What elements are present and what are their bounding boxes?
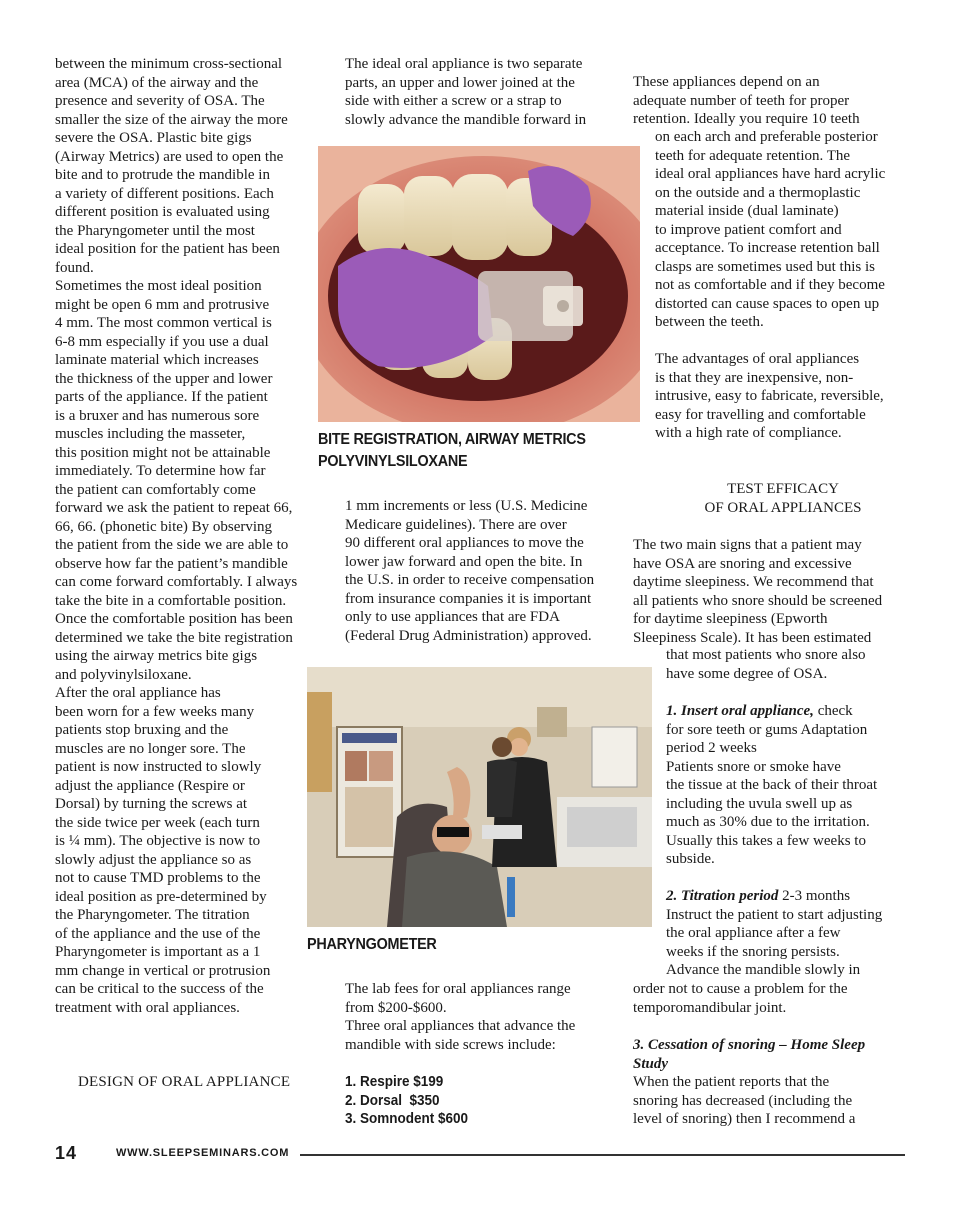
col3-paragraph-1b-text: on each arch and preferable posterior teeth for adequate retention. The ideal oral appliances have hard acrylic on the outside and a thermoplastic material inside (dual laminate) to improve patient comfort and acceptance. To increase retention ball clasps are sometimes used but this is not as comfortable and if they become distorted can cause spaces to open up between the teeth. bbox=[655, 129, 886, 330]
bite-registration-photo bbox=[318, 146, 640, 422]
step-2-title: 2. Titration period bbox=[666, 888, 779, 904]
col1-paragraph-2: Sometimes the most ideal position might be open 6 mm and protrusive 4 mm. The most common vertical is 6-8 mm especially if you use a dual laminate material which increases the thickness of the upper and lower parts of the appliance. If the patient is a bruxer and has numerous sore muscles including the masseter, this position might not be attainable immediately. To determine how far the patient can comfortably come forward we ask the patient to repeat 66, 66, 66. (phonetic bite) By observing the patient from the side we are able to observe how far the patient’s mandible can come forward comfortably. I always take the bite in a comfortable position. Once the comfortable position has been determined we take the bite registration using the airway metrics bite gigs and polyvinylsiloxane. bbox=[55, 278, 298, 683]
col2-paragraph-2-text: 1 mm increments or less (U.S. Medicine Medicare guidelines). There are over 90 different oral appliances to move the lower jaw forward and open the bite. In the U.S. in order to receive compensation from insurance companies it is important only to use appliances that are FDA (Federal Drug Administration) approved. bbox=[345, 498, 595, 644]
col2-paragraph-2 bbox=[345, 497, 645, 645]
step-3-title: 3. Cessation of snoring – Home Sleep Study bbox=[633, 1037, 866, 1072]
page-number: 14 bbox=[55, 1143, 78, 1163]
col3-paragraph-1b bbox=[655, 128, 915, 332]
step-2-tail bbox=[633, 980, 923, 1017]
col3-paragraph-1a bbox=[633, 73, 913, 129]
col3-paragraph-3b-text: that most patients who snore also have some degree of OSA. bbox=[666, 647, 866, 682]
col2-paragraph-1-text: The ideal oral appliance is two separate parts, an upper and lower joined at the side with either a screw or a strap to slowly advance the mandible forward in bbox=[345, 56, 587, 128]
footer-divider bbox=[300, 1154, 905, 1156]
footer-url[interactable]: WWW.SLEEPSEMINARS.COM bbox=[116, 1147, 290, 1159]
design-heading: DESIGN OF ORAL APPLIANCE bbox=[78, 1074, 291, 1090]
appliance-list-item: 3. Somnodent $600 bbox=[345, 1110, 469, 1127]
step-1 bbox=[666, 702, 926, 869]
appliance-list-item: 1. Respire $199 bbox=[345, 1073, 444, 1090]
col2-paragraph-3-text: The lab fees for oral appliances range from $200-$600. Three oral appliances that advance the mandible with side screws include: bbox=[345, 981, 576, 1053]
bite-registration-caption: BITE REGISTRATION, AIRWAY METRICS POLYVINYLSILOXANE bbox=[318, 431, 586, 470]
pharyngometer-photo bbox=[307, 667, 652, 927]
col3-paragraph-2-text: The advantages of oral appliances is that they are inexpensive, non- intrusive, easy to fabricate, reversible, easy for travelling and comfortable with a high rate of compliance. bbox=[655, 351, 884, 441]
pharyngometer-caption: PHARYNGOMETER bbox=[307, 936, 437, 953]
column-1 bbox=[55, 55, 320, 1017]
col2-paragraph-1 bbox=[345, 55, 645, 129]
step-3-text bbox=[633, 1073, 923, 1129]
bite-registration-image bbox=[318, 146, 640, 422]
step-1-text: check for sore teeth or gums Adaptation period 2 weeks Patients snore or smoke have the tissue at the back of their throat including the uvula swell up as much as 30% due to the irritation. Usually this takes a few weeks to subside. bbox=[666, 703, 878, 867]
col3-paragraph-3a bbox=[633, 536, 923, 647]
test-efficacy-heading: TEST EFFICACY OF ORAL APPLIANCES bbox=[704, 481, 862, 516]
col3-paragraph-1a-text: These appliances depend on an adequate number of teeth for proper retention. Ideally you require 10 teeth bbox=[633, 74, 860, 127]
step-3-text-body: When the patient reports that the snoring has decreased (including the level of snoring) then I recommend a bbox=[633, 1074, 856, 1127]
step-2 bbox=[666, 887, 926, 980]
pharyngometer-image bbox=[307, 667, 652, 927]
col2-paragraph-3 bbox=[345, 980, 645, 1054]
col3-paragraph-3a-text: The two main signs that a patient may have OSA are snoring and excessive daytime sleepiness. We recommend that all patients who snore should be screened for daytime sleepiness (Epworth Sleepiness Scale). It has been estimated bbox=[633, 537, 883, 646]
appliance-list-item: 2. Dorsal $350 bbox=[345, 1091, 440, 1109]
col3-paragraph-3b bbox=[666, 646, 926, 683]
col3-paragraph-2 bbox=[655, 350, 915, 443]
step-2-tail-text: order not to cause a problem for the temporomandibular joint. bbox=[633, 981, 848, 1016]
col1-paragraph-1: between the minimum cross-sectional area (MCA) of the airway and the presence and severity of OSA. The smaller the size of the airway the more severe the OSA. Plastic bite gigs (Airway Metrics) are used to open the bite and to protrude the mandible in a variety of different positions. Each different position is evaluated using the Pharyngometer until the most ideal position for the patient has been found. bbox=[55, 56, 288, 276]
col1-paragraph-3: After the oral appliance has been worn for a few weeks many patients stop bruxing and the muscles are no longer sore. The patient is now instructed to slowly adjust the appliance (Respire or Dorsal) by turning the screws at the side twice per week (each turn is ¼ mm). The objective is now to slowly adjust the appliance so as not to cause TMD problems to the ideal position as pre-determined by the Pharyngometer. The titration of the appliance and the use of the Pharyngometer is important as a 1 mm change in vertical or protrusion can be critical to the success of the treatment with oral appliances. bbox=[55, 685, 271, 1016]
step-2-text: 2-3 months Instruct the patient to start adjusting the oral appliance after a few weeks if the snoring persists. Advance the mandible slowly in bbox=[666, 888, 883, 978]
step-1-title: 1. Insert oral appliance, bbox=[666, 703, 814, 719]
appliance-list bbox=[345, 1073, 615, 1129]
